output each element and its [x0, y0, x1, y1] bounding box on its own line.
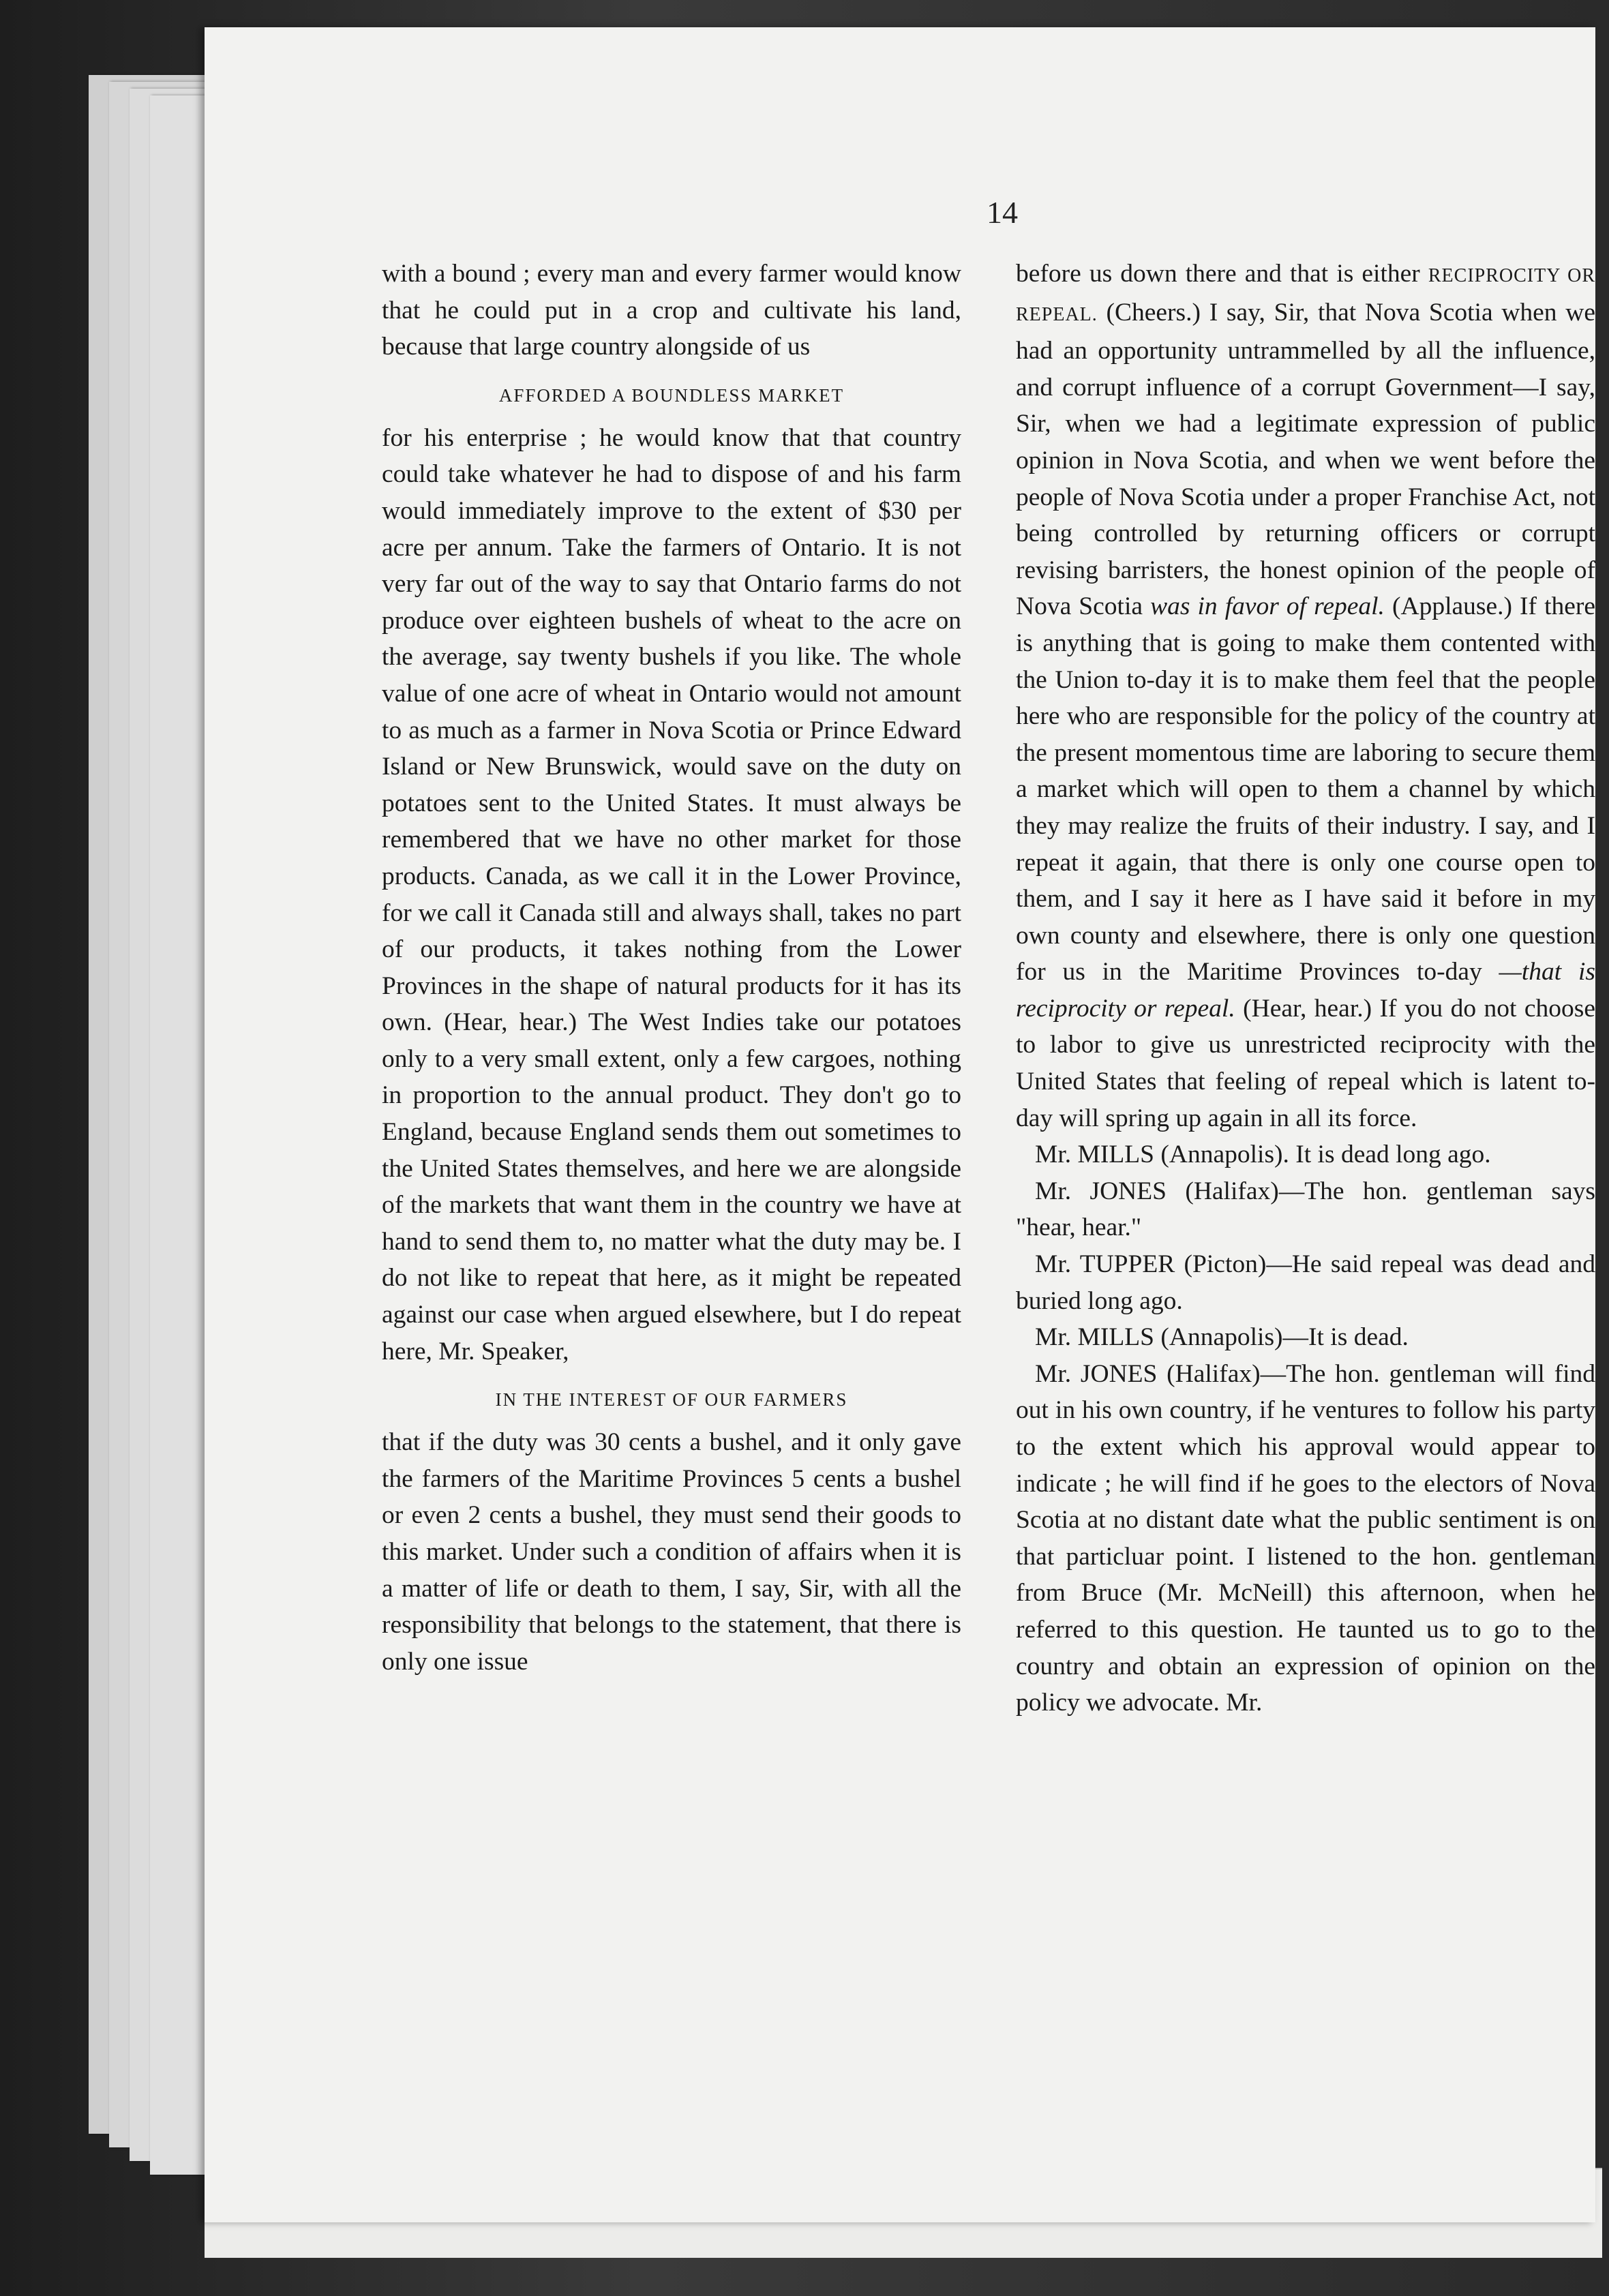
text-run: before us down there and that is either	[1016, 260, 1420, 288]
right-column	[1016, 256, 1595, 1721]
speaker-line: Mr. JONES (Halifax)—The hon. gentleman will find out in his own country, if he ventures to follow his party to the extent which his approval would appear to indicate ; he will find if he goes to the electors of Nova Scotia at no distant date what the public sentiment is on that particluar point. I listened to the hon. gentleman from Bruce (Mr. McNeill) this afternoon, when he referred to this question. He taunted us to go to the country and obtain an expression of opinion on the policy we advocate. Mr.	[1016, 1359, 1595, 1717]
text-run: (Applause.) If there is anything that is going to make them contented with the Union to-day it is to make them feel that the people here who are responsible for the policy of the country at the present momentous time are laboring to secure them a market which will open to them a channel by which they may realize the fruits of their industry. I say, and I repeat it again, that there is only one course open to them, and I say it here as I have said it before in my own county and elsewhere, there is only one question for us in the Maritime Provinces to-day	[1016, 592, 1596, 986]
italic-phrase: —that is reciprocity or repeal.	[1016, 958, 1595, 1023]
left-paragraph-3: that if the duty was 30 cents a bushel, and it only gave the farmers of the Maritime Provinces 5 cents a bushel or even 2 cents a bushel, they must send their goods to this market. Under such a condition of affairs when it is a matter of life or death to them, I say, Sir, with all the responsibility that belongs to the statement, that there is only one issue	[382, 1428, 961, 1676]
left-column	[382, 256, 961, 1680]
section-heading: AFFORDED A BOUNDLESS MARKET	[498, 384, 845, 406]
left-paragraph-1: with a bound ; every man and every farmer would know that he could put in a crop and cultivate his land, because that large country alongside of us	[382, 260, 961, 361]
italic-phrase: was in favor of repeal.	[1150, 592, 1385, 621]
speaker-line: Mr. JONES (Halifax)—The hon. gentleman says "hear, hear."	[1016, 1177, 1595, 1242]
right-paragraph-1	[1016, 256, 1595, 1136]
page-number: 14	[987, 195, 1018, 230]
left-paragraph-2: for his enterprise ; he would know that that country could take whatever he had to dispose of and his farm would immediately improve to the extent of $30 per acre per annum. Take the farmers of Ontario. It is not very far out of the way to say that Ontario farms do not produce over eighteen bushels of wheat to the acre on the average, say twenty bushels if you like. The whole value of one acre of wheat in Ontario would not amount to as much as a farmer in Nova Scotia or Prince Edward Island or New Brunswick, would save on the duty on potatoes sent to the United States. It must always be remembered that we have no other market for those products. Canada, as we call it in the Lower Province, for we call it Canada still and always shall, takes no part of our products, it takes nothing from the Lower Provinces in the shape of natural products for it has its own. (Hear, hear.) The West Indies take our potatoes only to a very small extent, only a few cargoes, nothing in proportion to the annual product. They don't go to England, because England sends them out sometimes to the United States themselves, and here we are alongside of the markets that want them in the country we have at hand to send them to, no matter what the duty may be. I do not like to repeat that here, as it might be repeated against our case when argued elsewhere, but I do repeat here, Mr. Speaker,	[382, 423, 961, 1365]
speaker-line: Mr. MILLS (Annapolis). It is dead long ago.	[1035, 1141, 1491, 1169]
text-run: (Cheers.) I say, Sir, that Nova Scotia when we had an opportunity untrammelled by all the influence, and corrupt influence of a corrupt Government—I say, Sir, when we had a legitimate expression of public opinion in Nova Scotia, and when we went before the people of Nova Scotia under a proper Franchise Act, not being controlled by returning officers or corrupt revising barristers, the honest opinion of the people of Nova Scotia	[1016, 298, 1595, 621]
text-run: (Hear, hear.) If you do not choose to labor to give us unrestricted reciprocity with the United States that feeling of repeal which is latent to-day will spring up again in all its force.	[1016, 994, 1595, 1132]
speaker-line: Mr. MILLS (Annapolis)—It is dead.	[1035, 1323, 1409, 1352]
small-caps-phrase: RECIPROCITY OR REPEAL.	[1016, 265, 1596, 325]
section-heading: IN THE INTEREST OF OUR FARMERS	[495, 1389, 848, 1410]
speaker-line: Mr. TUPPER (Picton)—He said repeal was dead and buried long ago.	[1016, 1250, 1595, 1315]
